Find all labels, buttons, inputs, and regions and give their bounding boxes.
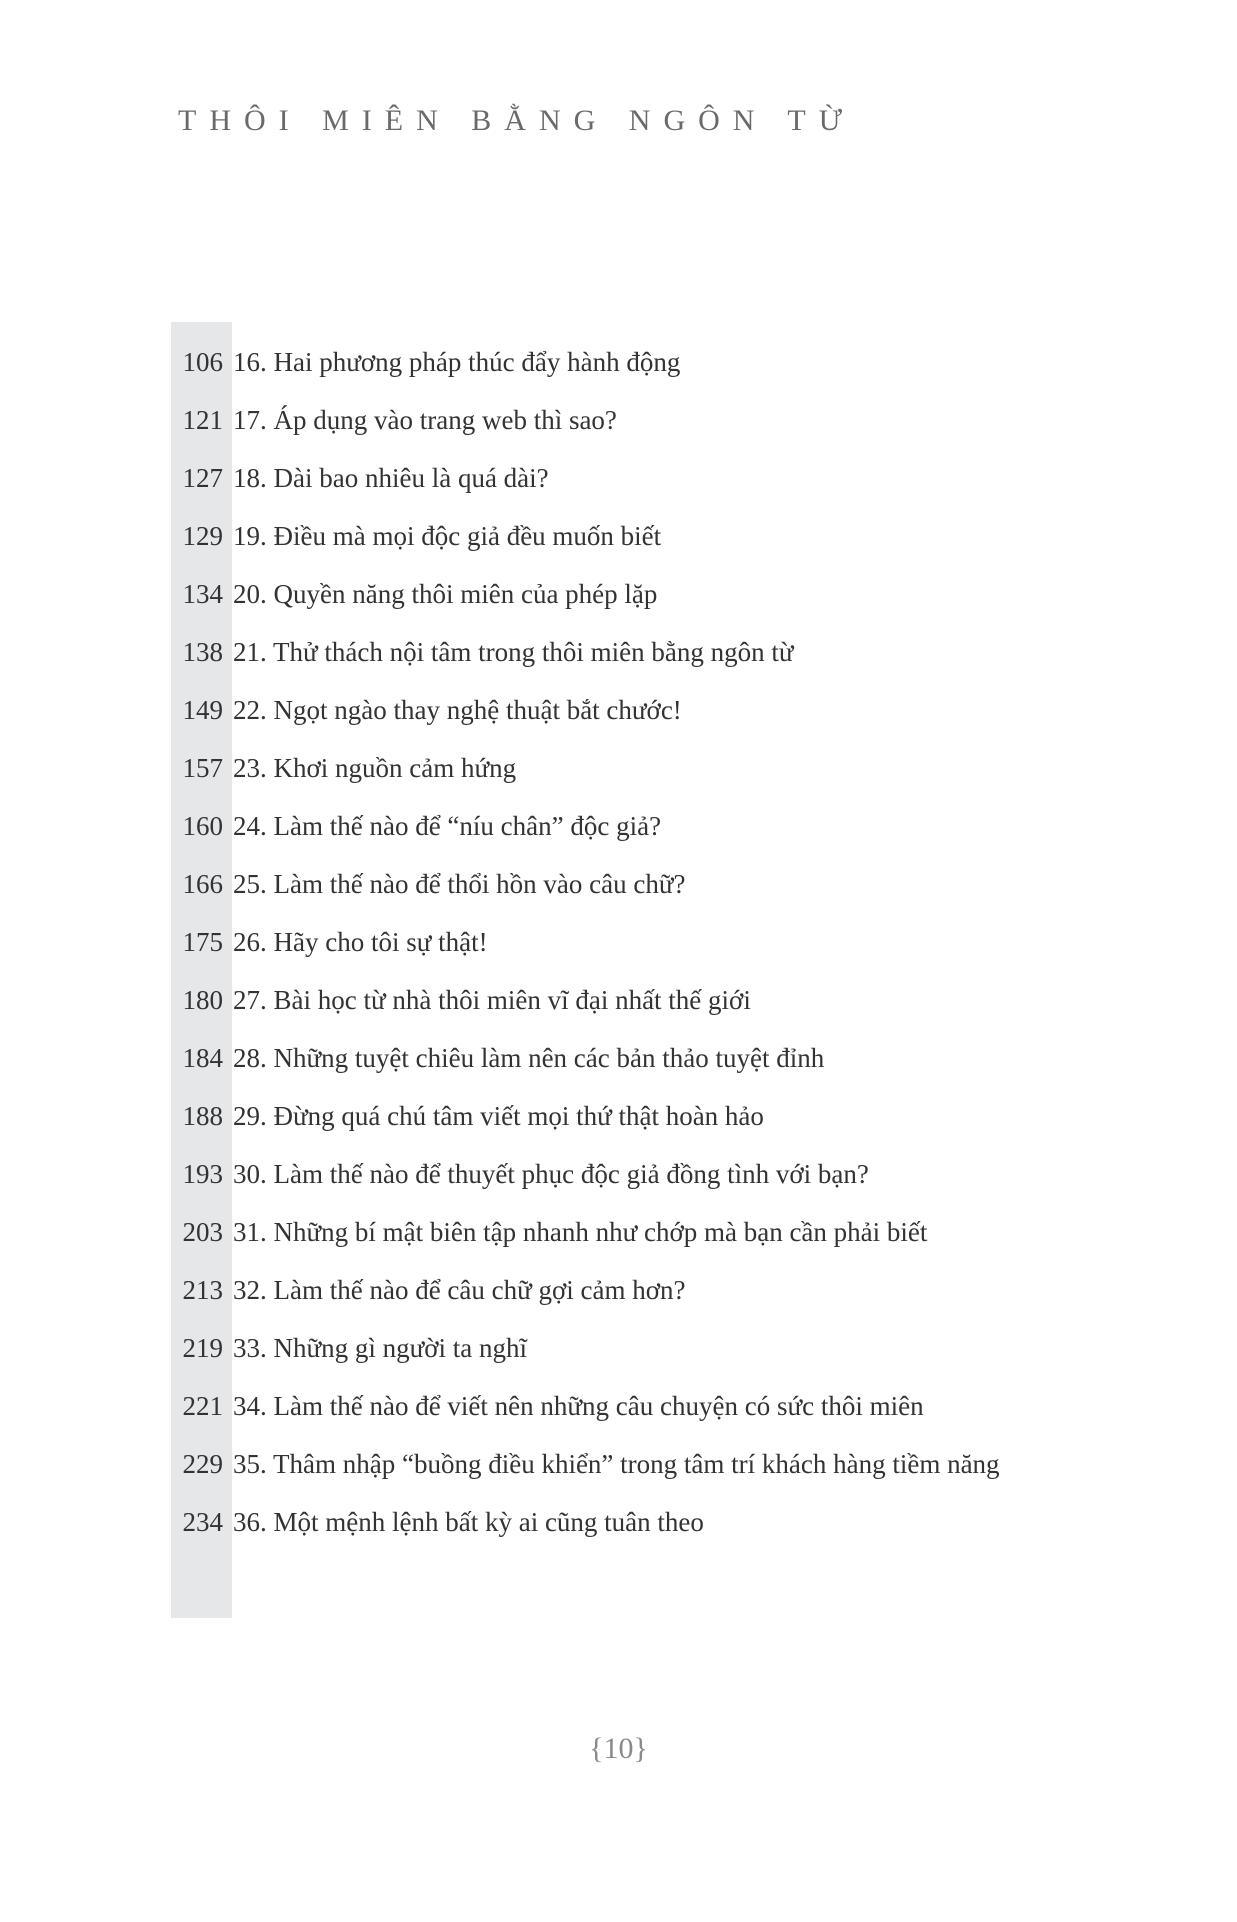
toc-entry[interactable] [0, 456, 1237, 514]
toc-entry[interactable] [0, 1500, 1237, 1558]
toc-page-number: 188 [182, 1101, 223, 1131]
toc-entry[interactable] [0, 1384, 1237, 1442]
toc-entry[interactable] [0, 340, 1237, 398]
toc-title: 36. Một mệnh lệnh bất kỳ ai cũng tuân theo [233, 1507, 704, 1537]
toc-title: 18. Dài bao nhiêu là quá dài? [233, 463, 549, 493]
toc-title: 35. Thâm nhập “buồng điều khiển” trong tâm trí khách hàng tiềm năng [233, 1449, 1000, 1479]
toc-page-number: 219 [182, 1333, 223, 1363]
toc-title: 29. Đừng quá chú tâm viết mọi thứ thật hoàn hảo [233, 1101, 764, 1131]
page-number: {10} [589, 1732, 648, 1765]
toc-page-number: 134 [182, 579, 223, 609]
toc-entry[interactable] [0, 1442, 1237, 1500]
toc-title: 30. Làm thế nào để thuyết phục độc giả đồng tình với bạn? [233, 1159, 869, 1189]
toc-entry[interactable] [0, 1210, 1237, 1268]
toc-page-number: 221 [182, 1391, 223, 1421]
toc-page-number: 229 [182, 1449, 223, 1479]
toc-page-number: 175 [182, 927, 223, 957]
toc-entry[interactable] [0, 630, 1237, 688]
toc-page-number: 157 [182, 753, 223, 783]
toc-title: 19. Điều mà mọi độc giả đều muốn biết [233, 521, 662, 551]
toc-title: 32. Làm thế nào để câu chữ gợi cảm hơn? [233, 1275, 686, 1305]
toc-page-number: 138 [182, 637, 223, 667]
toc-title: 21. Thử thách nội tâm trong thôi miên bằng ngôn từ [233, 637, 794, 667]
toc-page-number: 166 [182, 869, 223, 899]
toc-page-number: 193 [182, 1159, 223, 1189]
toc-title: 33. Những gì người ta nghĩ [233, 1333, 528, 1363]
toc-entry[interactable] [0, 1094, 1237, 1152]
toc-page-number: 213 [182, 1275, 223, 1305]
toc-entry[interactable] [0, 804, 1237, 862]
toc-entry[interactable] [0, 688, 1237, 746]
toc-page-number: 149 [182, 695, 223, 725]
toc-title: 16. Hai phương pháp thúc đẩy hành động [233, 347, 681, 377]
toc-entry[interactable] [0, 746, 1237, 804]
running-header: THÔI MIÊN BẰNG NGÔN TỪ [178, 104, 856, 137]
toc-page-number: 234 [182, 1507, 223, 1537]
toc-page-number: 121 [182, 405, 223, 435]
table-of-contents [0, 340, 1237, 1558]
toc-entry[interactable] [0, 572, 1237, 630]
toc-title: 24. Làm thế nào để “níu chân” độc giả? [233, 811, 662, 841]
toc-page-number: 203 [182, 1217, 223, 1247]
toc-page-number: 129 [182, 521, 223, 551]
toc-entry[interactable] [0, 1268, 1237, 1326]
toc-entry[interactable] [0, 1036, 1237, 1094]
toc-title: 17. Áp dụng vào trang web thì sao? [233, 405, 617, 435]
toc-entry[interactable] [0, 1326, 1237, 1384]
toc-title: 26. Hãy cho tôi sự thật! [233, 927, 488, 957]
toc-page-number: 184 [182, 1043, 223, 1073]
toc-title: 27. Bài học từ nhà thôi miên vĩ đại nhất thế giới [233, 985, 751, 1015]
toc-entry[interactable] [0, 1152, 1237, 1210]
toc-title: 23. Khơi nguồn cảm hứng [233, 753, 517, 783]
toc-entry[interactable] [0, 920, 1237, 978]
toc-page-number: 106 [182, 347, 223, 377]
toc-entry[interactable] [0, 862, 1237, 920]
toc-title: 20. Quyền năng thôi miên của phép lặp [233, 579, 658, 609]
toc-title: 28. Những tuyệt chiêu làm nên các bản thảo tuyệt đỉnh [233, 1043, 825, 1073]
toc-title: 34. Làm thế nào để viết nên những câu chuyện có sức thôi miên [233, 1391, 924, 1421]
toc-title: 25. Làm thế nào để thổi hồn vào câu chữ? [233, 869, 686, 899]
toc-page-number: 127 [182, 463, 223, 493]
toc-page-number: 160 [182, 811, 223, 841]
toc-page-number: 180 [182, 985, 223, 1015]
toc-entry[interactable] [0, 398, 1237, 456]
toc-entry[interactable] [0, 514, 1237, 572]
toc-title: 22. Ngọt ngào thay nghệ thuật bắt chước! [233, 695, 682, 725]
toc-title: 31. Những bí mật biên tập nhanh như chớp mà bạn cần phải biết [233, 1217, 928, 1247]
toc-entry[interactable] [0, 978, 1237, 1036]
